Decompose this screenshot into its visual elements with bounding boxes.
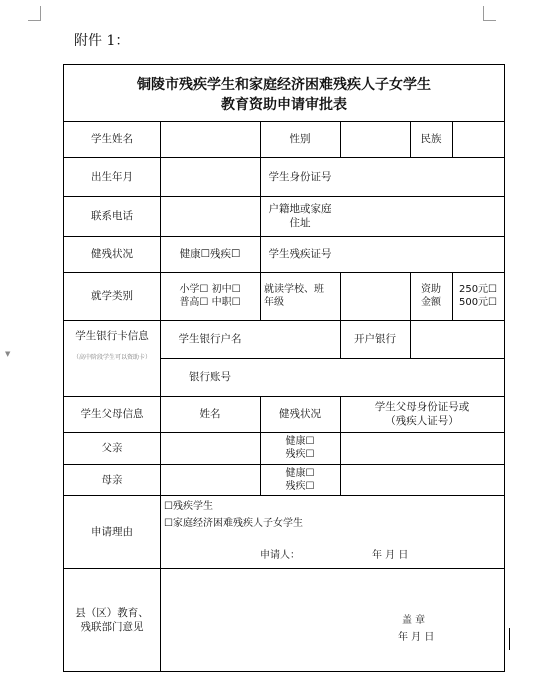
reason-option-poor-family[interactable]: ☐家庭经济困难残疾人子女学生 <box>164 517 303 529</box>
mother-health-checkboxes[interactable]: 健康☐ 残疾☐ <box>285 467 315 492</box>
parents-info-label: 学生父母信息 <box>80 408 144 420</box>
application-reason-label: 申请理由 <box>91 525 133 538</box>
account-number-label: 银行账号 <box>189 371 231 383</box>
parent-id-header: 学生父母身份证号或 （残疾人证号） <box>374 401 470 427</box>
row-divider <box>64 320 504 321</box>
mother-label: 母亲 <box>101 473 123 486</box>
aid-amount-checkboxes[interactable]: 250元☐ 500元☐ <box>458 284 498 308</box>
gender-label: 性别 <box>289 133 311 145</box>
form-title-area <box>64 65 504 122</box>
column-divider <box>452 121 453 157</box>
birth-date-label: 出生年月 <box>91 170 133 183</box>
father-label: 父亲 <box>101 442 123 454</box>
student-name-label: 学生姓名 <box>91 133 133 145</box>
application-form-table <box>63 64 505 672</box>
health-status-label: 健残状况 <box>91 248 133 260</box>
text-cursor <box>509 628 510 650</box>
school-type-label: 就学类别 <box>91 290 133 302</box>
account-name-label: 学生银行户名 <box>178 333 242 345</box>
page-corner-mark-top-right <box>483 6 496 21</box>
disability-cert-label: 学生残疾证号 <box>268 248 332 260</box>
reason-option-disabled-student[interactable]: ☐残疾学生 <box>164 500 213 512</box>
parent-health-header: 健残状况 <box>279 408 321 420</box>
bank-card-info-label: 学生银行卡信息 <box>75 330 149 342</box>
student-id-label: 学生身份证号 <box>268 170 332 183</box>
authority-opinion-label: 县（区）教育、 残联部门意见 <box>75 606 149 633</box>
column-divider <box>340 272 341 320</box>
page-corner-mark-top-left <box>28 6 41 21</box>
health-status-checkboxes[interactable]: 健康☐残疾☐ <box>179 248 241 260</box>
aid-amount-label: 资助 金额 <box>421 284 441 308</box>
household-address-label: 户籍地或家庭 住址 <box>268 203 332 229</box>
seal-label: 盖 章 <box>402 614 426 626</box>
form-title-line-2: 教育资助申请审批表 <box>221 97 347 113</box>
column-divider <box>340 121 341 157</box>
father-health-checkboxes[interactable]: 健康☐ 残疾☐ <box>285 436 315 460</box>
column-divider <box>410 320 411 358</box>
attachment-label: 附件 1： <box>74 33 130 49</box>
bank-card-info-note: （高中阶段学生可以资助卡） <box>72 354 151 361</box>
margin-marker-icon: ▼ <box>5 350 11 358</box>
form-title-line-1: 铜陵市残疾学生和家庭经济困难残疾人子女学生 <box>137 77 431 93</box>
school-type-checkboxes[interactable]: 小学☐ 初中☐ 普高☐ 中职☐ <box>179 284 241 308</box>
parent-name-header: 姓名 <box>199 408 221 420</box>
contact-phone-label: 联系电话 <box>91 210 133 222</box>
column-divider <box>160 568 161 671</box>
opinion-date: 年 月 日 <box>398 631 435 643</box>
application-date: 年 月 日 <box>372 549 409 561</box>
ethnicity-label: 民族 <box>420 133 442 145</box>
bank-name-label: 开户银行 <box>354 333 396 345</box>
applicant-label: 申请人： <box>260 549 300 561</box>
school-grade-label: 就读学校、班 年级 <box>264 284 324 308</box>
